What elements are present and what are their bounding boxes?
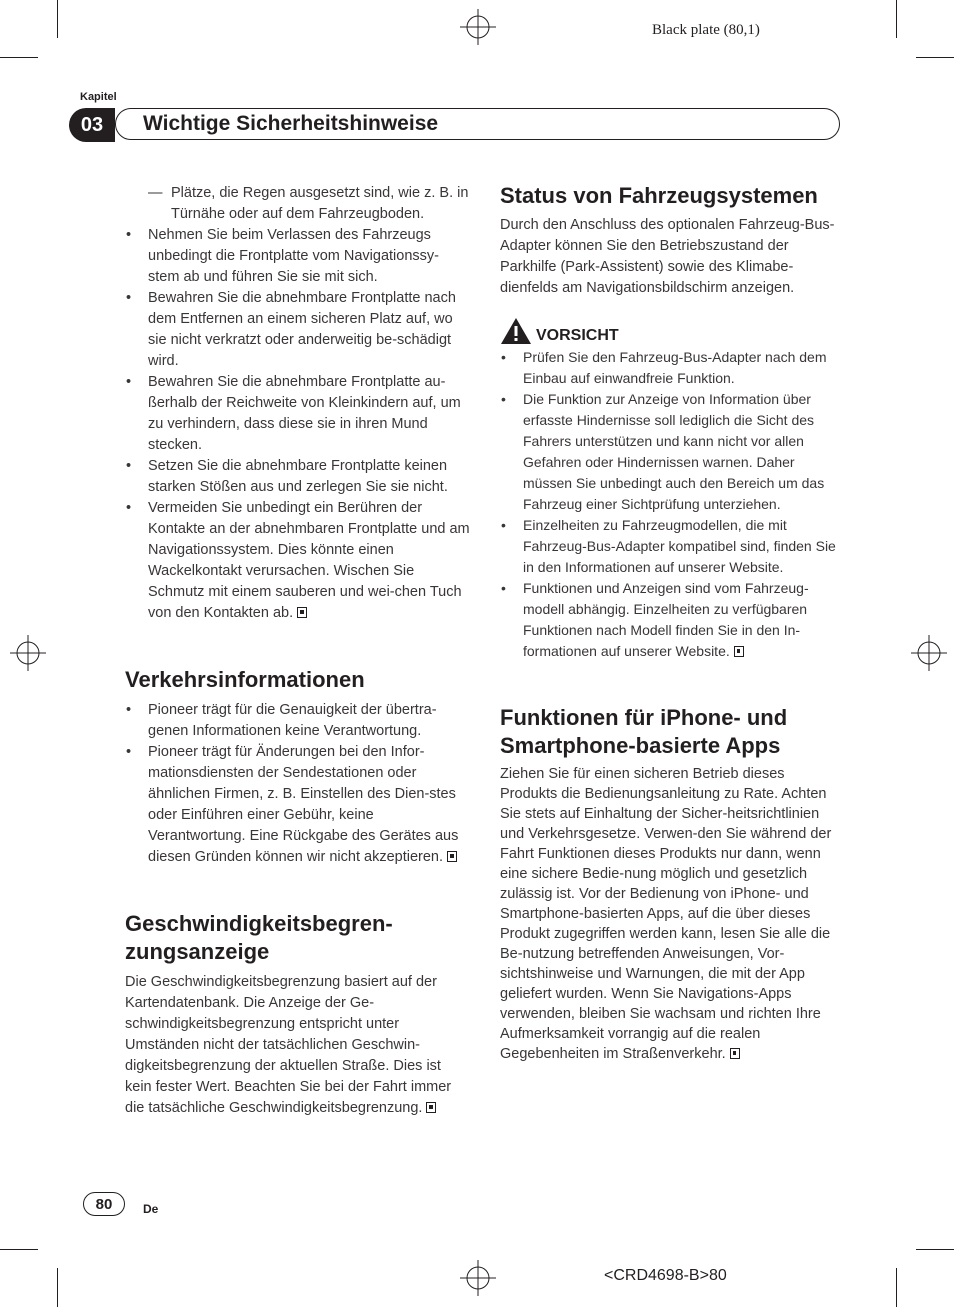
paragraph-text: Ziehen Sie für einen sicheren Betrieb dieses Produkts die Bedienungsanleitung zu Rate. Achten Sie stets auf Einhaltung der Sicher-heitsrichtlinien und Verkehrsgesetze. Verwen-den Sie während der Fahrt Funktionen dieses Produkts nur dann, wenn eine sichere Bedie-nung möglich und gesetzlich zulässig ist. Vor der Bedienung von iPhone- und Smartphone-basierten Apps, auf die über dieses Produkt zugegriffen werden kann, lesen Sie alle die Be-nutzung betreffenden Anweisungen, Vor-sichtshinweise und Warnungen, die mit der App geliefert wurden. Wenn Sie Navigations-Apps verwenden, bleiben Sie wachsam und richten Ihre Aufmerksamkeit vorrangig auf die realen Gegebenheiten im Straßenverkehr. [500,766,832,1062]
section-heading-speed [125,910,470,966]
crop-mark [896,0,897,38]
registration-mark-icon [460,9,496,45]
heading-line: Smartphone-basierte Apps [500,733,781,758]
dash-item: — Plätze, die Regen ausgesetzt sind, wie z. B. in Türnähe oder auf dem Fahrzeugboden. [125,183,470,225]
list-item: • Bewahren Sie die abnehmbare Frontplatte au-ßerhalb der Reichweite von Kleinkindern auf, um zu verhindern, dass diese sie in ihren Mund stecken. [125,372,470,456]
registration-mark-icon [10,635,46,671]
document-code: <CRD4698-B>80 [604,1267,727,1284]
list-item [500,578,845,662]
language-label: De [143,1202,159,1216]
heading-line: Geschwindigkeitsbegren- [125,911,393,936]
list-item [125,498,470,624]
heading-line: Funktionen für iPhone- und [500,705,788,730]
list-item-text: Pioneer trägt für Änderungen bei den Infor-mationsdiensten der Sendestationen oder ähnlichen Firmen, z. B. Einstellen des Dien-stes oder Einführen einer Gebühr, keine Verantwortung. Eine Rückgabe des Gerätes aus diesen Gründen können wir nicht akzeptieren. [148,744,459,865]
list-item: • Pioneer trägt für die Genauigkeit der übertra-genen Informationen keine Verantwortung. [125,700,470,742]
section-heading-traffic: Verkehrsinformationen [125,667,365,692]
list-item: • Setzen Sie die abnehmbare Frontplatte keinen starken Stößen aus und zerlegen Sie sie nicht. [125,456,470,498]
paragraph [500,764,845,1064]
crop-mark [57,1268,58,1307]
bullet-list [125,700,470,868]
heading-line: zungsanzeige [125,939,270,964]
plate-label: Black plate (80,1) [652,22,760,38]
caution-header [500,317,845,345]
caution-label: VORSICHT [536,327,619,344]
registration-mark-icon [911,635,947,671]
caution-list [500,347,845,662]
crop-mark [916,57,954,58]
crop-mark [0,57,38,58]
paragraph [125,972,470,1119]
right-column [500,182,845,1064]
end-mark-icon [730,1048,740,1059]
crop-mark [896,1268,897,1307]
list-item [125,742,470,868]
list-item-text: Vermeiden Sie unbedingt ein Berühren der Kontakte an der abnehmbaren Frontplatte und am Navigationssystem. Dies könnte einen Wackelkontakt verursachen. Wischen Sie Schmutz mit einem sauberen und wei-chen Tuch von den Kontakten ab. [148,500,470,621]
end-mark-icon [734,646,744,657]
end-mark-icon [297,607,307,618]
list-item: • Einzelheiten zu Fahrzeugmodellen, die mit Fahrzeug-Bus-Adapter kompatibel sind, finden Sie in den Informationen auf unserer Website. [500,515,845,578]
list-item: • Prüfen Sie den Fahrzeug-Bus-Adapter nach dem Einbau auf einwandfreie Funktion. [500,347,845,389]
chapter-number: 03 [69,108,115,142]
end-mark-icon [447,851,457,862]
paragraph-text: Die Geschwindigkeitsbegrenzung basiert auf der Kartendatenbank. Die Anzeige der Ge-schwindigkeitsbegrenzung entspricht unter Umständen nicht der tatsächlichen Geschwin-digkeitsbegrenzung der aktuellen Straße. Dies ist kein fester Wert. Beachten Sie bei der Fahrt immer die tatsächliche Geschwindigkeitsbegrenzung. [125,974,452,1116]
crop-mark [0,1249,38,1250]
list-item-text: Funktionen und Anzeigen sind vom Fahrzeug-modell abhängig. Einzelheiten zu verfügbaren Funktionen nach Modell finden Sie in den In-formationen auf unserer Website. [523,580,809,659]
end-mark-icon [426,1102,436,1113]
crop-mark [57,0,58,38]
warning-icon [500,317,532,345]
section-heading-status: Status von Fahrzeugsystemen [500,183,818,208]
crop-mark [916,1249,954,1250]
paragraph: Durch den Anschluss des optionalen Fahrzeug-Bus-Adapter können Sie den Betriebszustand der Parkhilfe (Park-Assistent) sowie des Klimabe-dienfelds am Navigationsbildschirm anzeigen. [500,217,835,296]
page-number: 80 [83,1192,125,1216]
section-heading-apps [500,704,845,760]
bullet-list [125,225,470,624]
chapter-label: Kapitel [80,91,117,103]
list-item: • Nehmen Sie beim Verlassen des Fahrzeugs unbedingt die Frontplatte vom Navigationssy-stem ab und führen Sie sie mit sich. [125,225,470,288]
chapter-title: Wichtige Sicherheitshinweise [143,112,439,135]
left-column [125,183,470,1119]
registration-mark-icon [460,1260,496,1296]
list-item: • Bewahren Sie die abnehmbare Frontplatte nach dem Entfernen an einem sicheren Platz auf, wo sie nicht verkratzt oder anderweitig be-schädigt wird. [125,288,470,372]
list-item: • Die Funktion zur Anzeige von Information über erfasste Hindernisse soll lediglich die Sicht des Fahrers unterstützen und kann nicht vor allen Gefahren oder Hindernissen warnen. Daher müssen Sie unbedingt auch den Bereich um das Fahrzeug einer Sichtprüfung unterziehen. [500,389,845,515]
